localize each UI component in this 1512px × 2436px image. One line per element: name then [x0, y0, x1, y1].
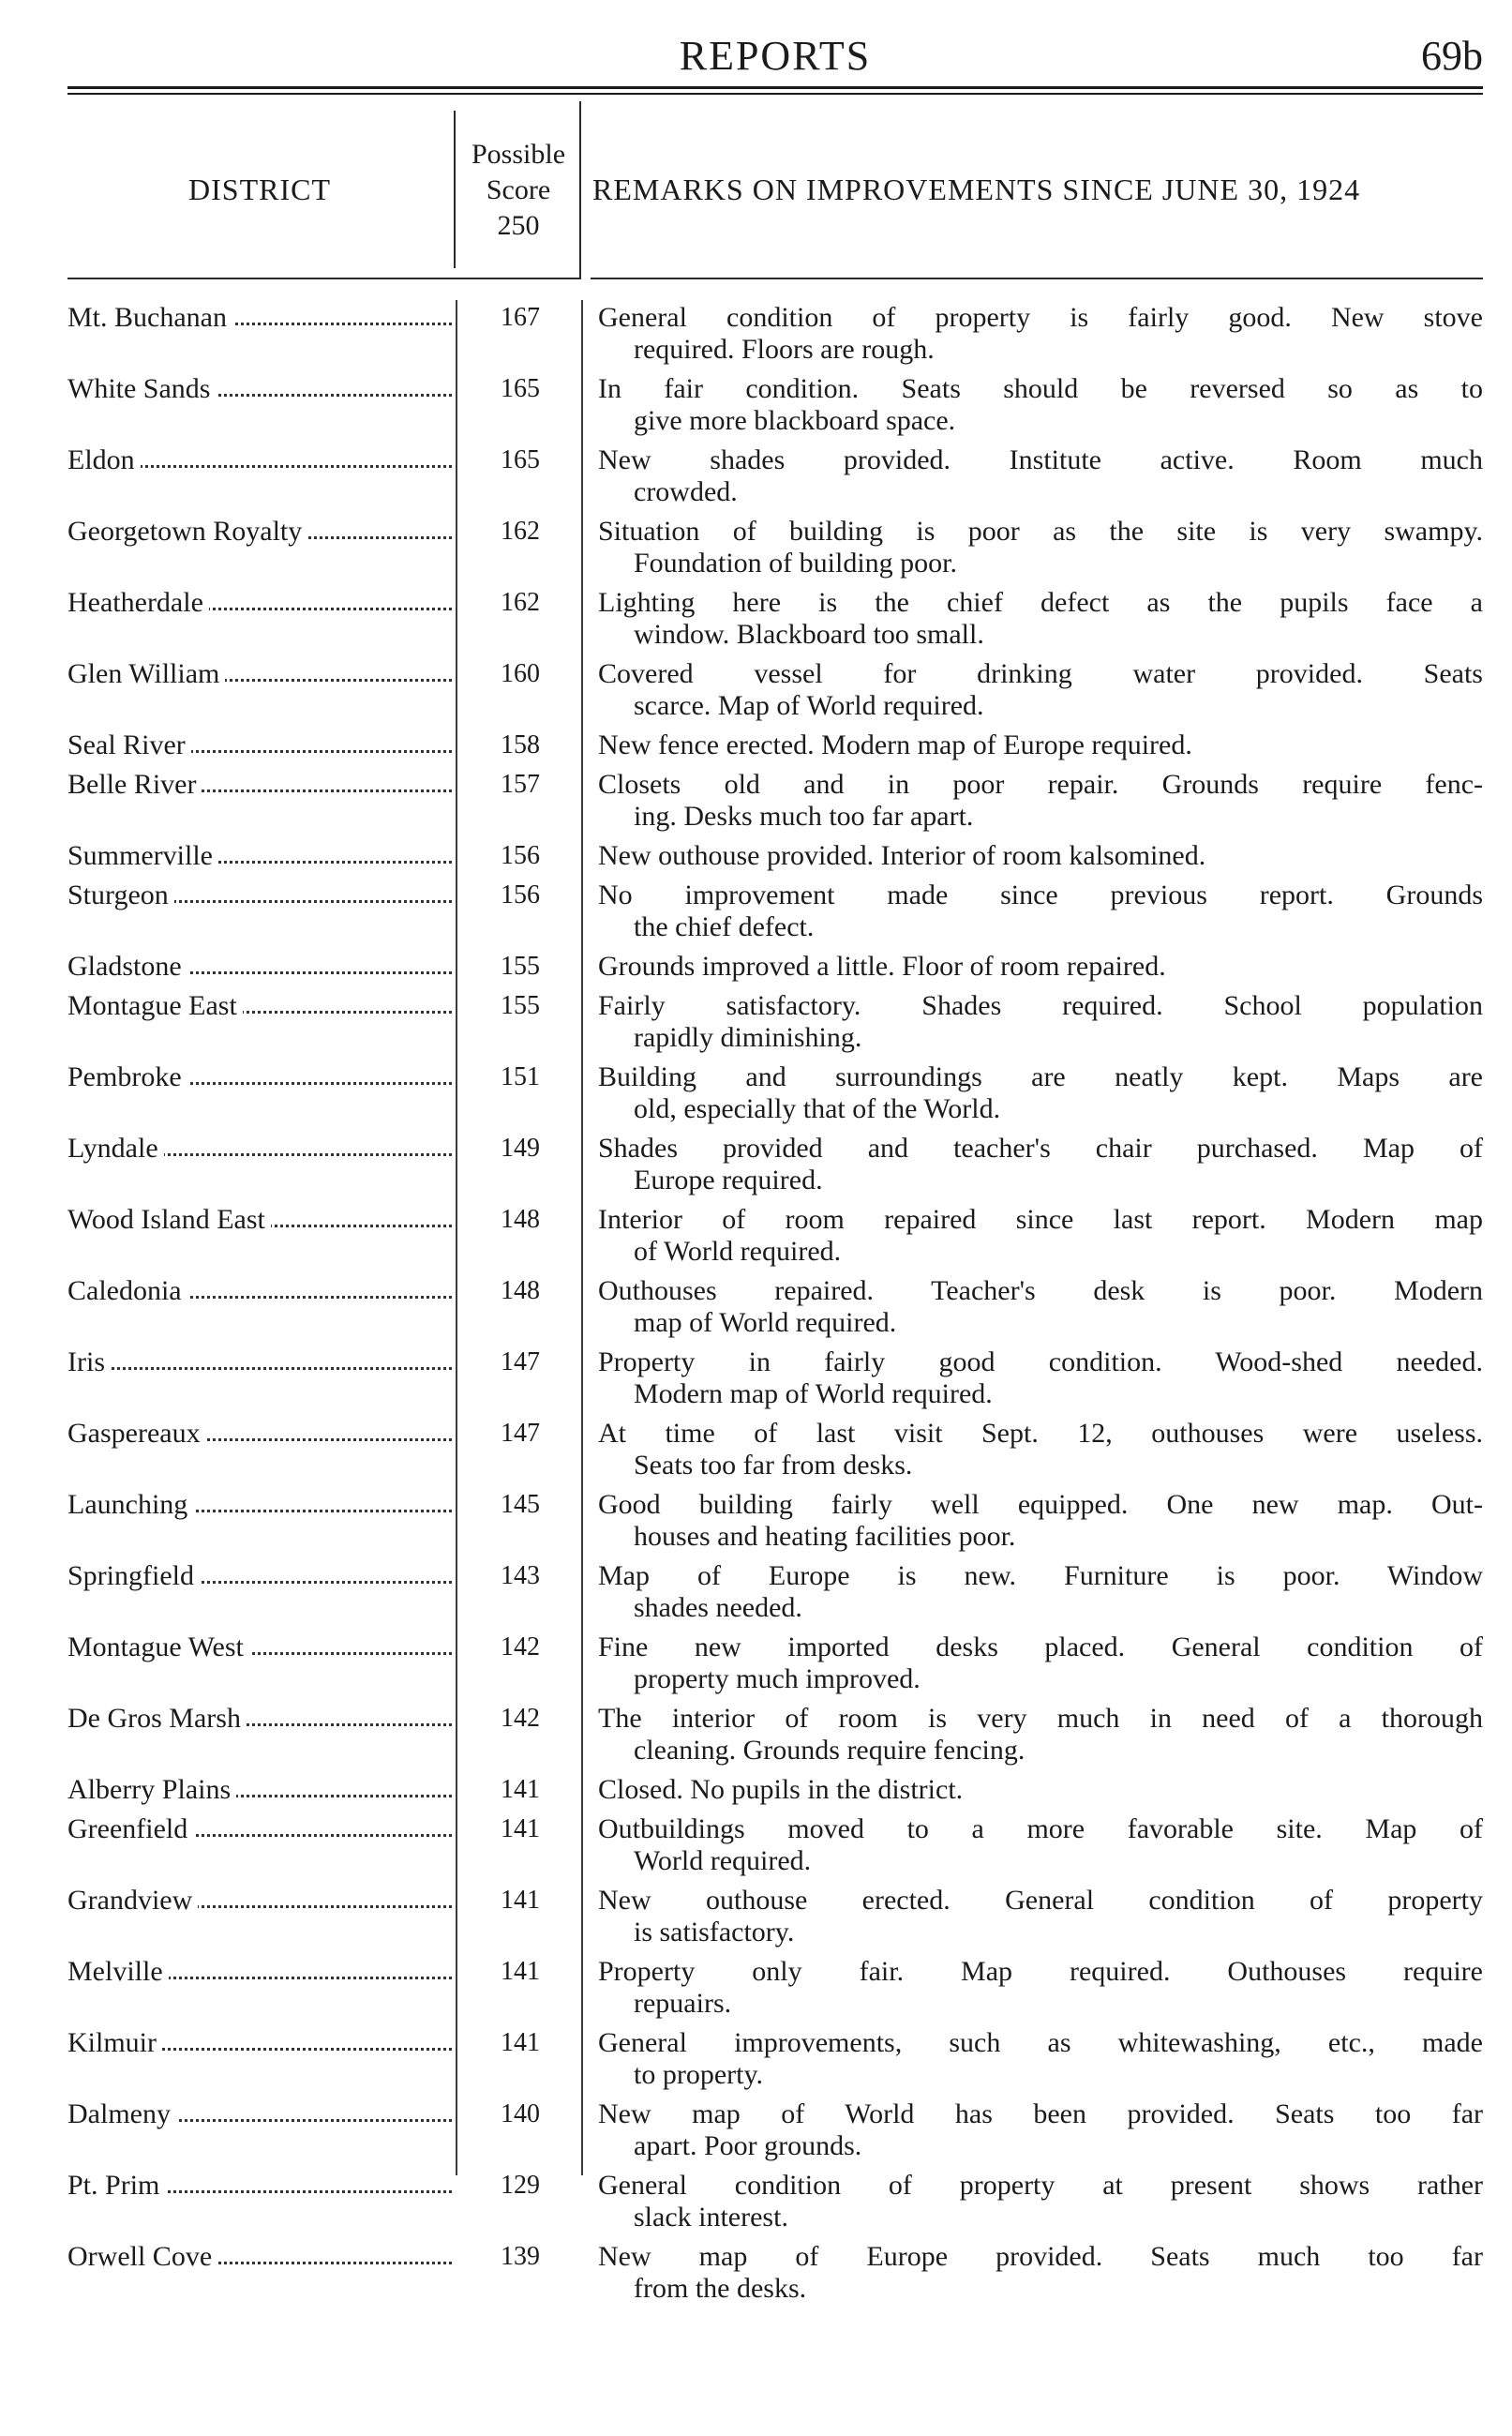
remark-line: General condition of property is fairly good. New stove [598, 302, 1483, 333]
table-row [67, 990, 1483, 1061]
table-row [67, 1632, 1483, 1703]
district-name [67, 1418, 452, 1450]
remark-line: crowded. [634, 476, 738, 507]
table-row [67, 951, 1483, 990]
remark-line: window. Blackboard too small. [634, 619, 984, 650]
score-value: 165 [501, 374, 540, 403]
remark-line: map of World required. [634, 1307, 897, 1338]
remark-line: General condition of property at present shows rather [598, 2170, 1483, 2201]
district-name-text: De Gros Marsh [67, 1703, 247, 1734]
table-row [67, 1774, 1483, 1813]
remark-text [598, 1346, 1483, 1410]
score-value: 141 [501, 1814, 540, 1843]
remark-text [598, 1133, 1483, 1196]
remark-line: The interior of room is very much in need of a thorough [598, 1703, 1483, 1734]
score-value: 167 [501, 303, 540, 332]
table-row [67, 1885, 1483, 1956]
district-name-text: Montague West [67, 1632, 249, 1662]
remark-line: Covered vessel for drinking water provided. Seats [598, 658, 1483, 689]
score-value: 129 [501, 2171, 540, 2200]
remark-text [598, 880, 1483, 943]
remark-line: the chief defect. [634, 911, 815, 942]
district-name-text: Springfield [67, 1560, 200, 1591]
remark-text [598, 1885, 1483, 1948]
remark-text [598, 1204, 1483, 1268]
remark-text [598, 1813, 1483, 1877]
score-column-header [457, 137, 579, 244]
score-value: 148 [501, 1276, 540, 1305]
score-value: 156 [501, 880, 540, 910]
remark-text [598, 516, 1483, 579]
remark-line: Foundation of building poor. [634, 548, 957, 579]
remark-text [598, 951, 1483, 983]
remark-line: Map of Europe is new. Furniture is poor. Window [598, 1560, 1483, 1591]
district-name-text: Launching [67, 1489, 193, 1520]
score-value: 142 [501, 1704, 540, 1733]
remark-line: Grounds improved a little. Floor of room repaired. [598, 951, 1166, 982]
remark-text [598, 1703, 1483, 1767]
remark-text [598, 729, 1483, 761]
remark-text [598, 1418, 1483, 1481]
remark-text [598, 1560, 1483, 1624]
district-name-text: Alberry Plains [67, 1774, 236, 1805]
score-value: 142 [501, 1632, 540, 1662]
remark-text [598, 1632, 1483, 1695]
remark-line: shades needed. [634, 1592, 802, 1623]
table-row [67, 2170, 1483, 2241]
score-value: 160 [501, 659, 540, 688]
score-value: 151 [501, 1062, 540, 1091]
header-underline [591, 278, 1483, 279]
remark-line: repuairs. [634, 1988, 732, 2019]
remark-line: Good building fairly well equipped. One new map. Out- [598, 1489, 1483, 1520]
table-row [67, 1061, 1483, 1133]
district-name [67, 2241, 452, 2273]
column-divider [454, 111, 456, 268]
remark-text [598, 1956, 1483, 2020]
district-name-text: Gaspereaux [67, 1418, 206, 1449]
leader-dots [67, 1367, 452, 1370]
district-name-text: Seal River [67, 729, 191, 760]
district-name-text: Pt. Prim [67, 2170, 165, 2201]
district-name [67, 1061, 452, 1093]
table-row [67, 1133, 1483, 1204]
remark-text [598, 2098, 1483, 2162]
remark-text [598, 1061, 1483, 1125]
score-header-line: 250 [497, 210, 540, 241]
district-name [67, 1204, 452, 1236]
district-name-text: Grandview [67, 1885, 198, 1916]
district-name [67, 1813, 452, 1845]
district-name [67, 1489, 452, 1521]
district-name-text: Kilmuir [67, 2027, 162, 2058]
remark-line: Fine new imported desks placed. General condition of [598, 1632, 1483, 1662]
remark-text [598, 769, 1483, 833]
district-name-text: Gladstone [67, 951, 187, 982]
remark-line: required. Floors are rough. [634, 334, 935, 365]
score-value: 155 [501, 991, 540, 1020]
district-name [67, 1133, 452, 1165]
table-row [67, 729, 1483, 769]
table-row [67, 2098, 1483, 2170]
remark-line: In fair condition. Seats should be reversed so as to [598, 373, 1483, 404]
district-name [67, 2098, 452, 2130]
remark-line: scarce. Map of World required. [634, 690, 984, 721]
remark-text [598, 2027, 1483, 2091]
remark-line: to property. [634, 2059, 764, 2090]
table-row [67, 2241, 1483, 2312]
header-underline [67, 278, 454, 279]
remark-line: ing. Desks much too far apart. [634, 801, 974, 832]
table-row [67, 516, 1483, 587]
remark-line: New map of Europe provided. Seats much too far [598, 2241, 1483, 2272]
table-row [67, 769, 1483, 840]
district-name [67, 951, 452, 983]
remark-line: At time of last visit Sept. 12, outhouses were useless. [598, 1418, 1483, 1449]
table-row [67, 1346, 1483, 1418]
district-name [67, 2027, 452, 2059]
table-row [67, 444, 1483, 516]
district-name-text: Summerville [67, 840, 218, 871]
remark-line: Building and surroundings are neatly kept. Maps are [598, 1061, 1483, 1092]
district-name [67, 1632, 452, 1663]
remark-line: rapidly diminishing. [634, 1022, 862, 1053]
score-value: 141 [501, 1775, 540, 1804]
district-name [67, 516, 452, 548]
running-head [67, 26, 1483, 83]
table-row [67, 1275, 1483, 1346]
score-value: 157 [501, 770, 540, 799]
district-name [67, 729, 452, 761]
district-name-text: Sturgeon [67, 880, 174, 910]
score-value: 147 [501, 1419, 540, 1448]
remark-line: cleaning. Grounds require fencing. [634, 1735, 1025, 1766]
table-row [67, 302, 1483, 373]
district-name [67, 1703, 452, 1735]
score-value: 165 [501, 445, 540, 474]
district-name-text: Mt. Buchanan [67, 302, 232, 333]
table-row [67, 1489, 1483, 1560]
score-value: 143 [501, 1561, 540, 1590]
remark-line: No improvement made since previous report. Grounds [598, 880, 1483, 910]
header-underline [454, 278, 579, 279]
remark-line: General improvements, such as whitewashing, etc., made [598, 2027, 1483, 2058]
district-name [67, 587, 452, 619]
remark-text [598, 658, 1483, 722]
table-row [67, 1813, 1483, 1885]
column-headers [67, 101, 1483, 289]
district-name-text: Wood Island East [67, 1204, 271, 1235]
remark-line: old, especially that of the World. [634, 1093, 1001, 1124]
table-row [67, 840, 1483, 880]
district-name-text: Greenfield [67, 1813, 193, 1844]
remark-line: Lighting here is the chief defect as the pupils face a [598, 587, 1483, 618]
remark-line: New outhouse erected. General condition of property [598, 1885, 1483, 1916]
remark-line: Situation of building is poor as the site is very swampy. [598, 516, 1483, 547]
remark-text [598, 2241, 1483, 2305]
page-number: 69b [1421, 33, 1483, 79]
remarks-column-header: REMARKS ON IMPROVEMENTS SINCE JUNE 30, 1924 [592, 173, 1361, 206]
district-name-text: Caledonia [67, 1275, 187, 1306]
district-name-text: Lyndale [67, 1133, 164, 1164]
remark-text [598, 2170, 1483, 2233]
remark-text [598, 373, 1483, 437]
remark-line: New map of World has been provided. Seats too far [598, 2098, 1483, 2129]
district-name [67, 373, 452, 405]
district-name [67, 2170, 452, 2202]
remark-line: is satisfactory. [634, 1917, 795, 1947]
remark-line: New outhouse provided. Interior of room kalsomined. [598, 840, 1206, 871]
district-column-header: DISTRICT [188, 173, 331, 206]
remark-text [598, 1489, 1483, 1553]
score-value: 145 [501, 1490, 540, 1519]
column-divider [579, 101, 581, 279]
remark-line: Closets old and in poor repair. Grounds require fenc- [598, 769, 1483, 800]
score-value: 139 [501, 2242, 540, 2271]
score-value: 162 [501, 517, 540, 546]
remark-line: houses and heating facilities poor. [634, 1521, 1016, 1552]
district-name [67, 880, 452, 911]
score-value: 148 [501, 1205, 540, 1234]
table-row [67, 587, 1483, 658]
table-row [67, 880, 1483, 951]
score-value: 158 [501, 730, 540, 759]
remark-line: Shades provided and teacher's chair purchased. Map of [598, 1133, 1483, 1164]
district-name-text: Iris [67, 1346, 111, 1377]
district-name [67, 769, 452, 801]
district-name [67, 302, 452, 334]
remark-line: New shades provided. Institute active. Room much [598, 444, 1483, 475]
district-name-text: Melville [67, 1956, 169, 1987]
table-row [67, 1418, 1483, 1489]
remark-text [598, 302, 1483, 366]
score-value: 140 [501, 2099, 540, 2128]
remark-line: Fairly satisfactory. Shades required. School population [598, 990, 1483, 1021]
header-rule [67, 86, 1483, 89]
remark-text [598, 990, 1483, 1054]
remark-text [598, 1774, 1483, 1806]
remark-line: Property only fair. Map required. Outhouses require [598, 1956, 1483, 1987]
remark-text [598, 587, 1483, 651]
remark-line: slack interest. [634, 2202, 788, 2233]
table-row [67, 1956, 1483, 2027]
district-name [67, 1560, 452, 1592]
district-name [67, 990, 452, 1022]
table-row [67, 658, 1483, 729]
remark-line: Property in fairly good condition. Wood-shed needed. [598, 1346, 1483, 1377]
district-table [67, 302, 1483, 2312]
remark-line: Modern map of World required. [634, 1378, 993, 1409]
remark-line: of World required. [634, 1236, 842, 1267]
remark-text [598, 1275, 1483, 1339]
district-name-text: Glen William [67, 658, 225, 689]
district-name [67, 658, 452, 690]
table-row [67, 1560, 1483, 1632]
remark-line: Interior of room repaired since last report. Modern map [598, 1204, 1483, 1235]
table-row [67, 1703, 1483, 1774]
score-value: 149 [501, 1134, 540, 1163]
remark-text [598, 444, 1483, 508]
score-value: 156 [501, 841, 540, 870]
remark-line: Outbuildings moved to a more favorable site. Map of [598, 1813, 1483, 1844]
page-title: REPORTS [679, 33, 872, 79]
remark-line: Closed. No pupils in the district. [598, 1774, 964, 1805]
remark-line: Seats too far from desks. [634, 1450, 913, 1481]
district-name [67, 1885, 452, 1917]
district-name-text: Heatherdale [67, 587, 209, 618]
district-name-text: Pembroke [67, 1061, 187, 1092]
district-name [67, 1346, 452, 1378]
score-header-line: Possible [471, 139, 566, 170]
remark-text [598, 840, 1483, 872]
remark-line: from the desks. [634, 2273, 807, 2304]
district-name [67, 840, 452, 872]
remark-line: World required. [634, 1845, 812, 1876]
remark-line: give more blackboard space. [634, 405, 956, 436]
score-value: 162 [501, 588, 540, 617]
score-value: 141 [501, 2028, 540, 2057]
table-row [67, 1204, 1483, 1275]
remark-line: property much improved. [634, 1663, 921, 1694]
district-name-text: Belle River [67, 769, 202, 800]
score-header-line: Score [486, 174, 551, 205]
remark-line: Outhouses repaired. Teacher's desk is poor. Modern [598, 1275, 1483, 1306]
score-value: 141 [501, 1886, 540, 1915]
table-row [67, 373, 1483, 444]
header-rule-thin [67, 93, 1483, 95]
district-name [67, 444, 452, 476]
district-name-text: Eldon [67, 444, 141, 475]
district-name-text: White Sands [67, 373, 216, 404]
score-value: 147 [501, 1347, 540, 1376]
district-name [67, 1774, 452, 1806]
score-value: 155 [501, 952, 540, 981]
remark-line: apart. Poor grounds. [634, 2130, 862, 2161]
remark-line: Europe required. [634, 1165, 823, 1195]
district-name-text: Orwell Cove [67, 2241, 217, 2272]
table-row [67, 2027, 1483, 2098]
remark-line: New fence erected. Modern map of Europe required. [598, 729, 1192, 760]
district-name-text: Georgetown Royalty [67, 516, 307, 547]
district-name-text: Montague East [67, 990, 243, 1021]
district-name-text: Dalmeny [67, 2098, 176, 2129]
district-name [67, 1275, 452, 1307]
district-name [67, 1956, 452, 1988]
score-value: 141 [501, 1957, 540, 1986]
